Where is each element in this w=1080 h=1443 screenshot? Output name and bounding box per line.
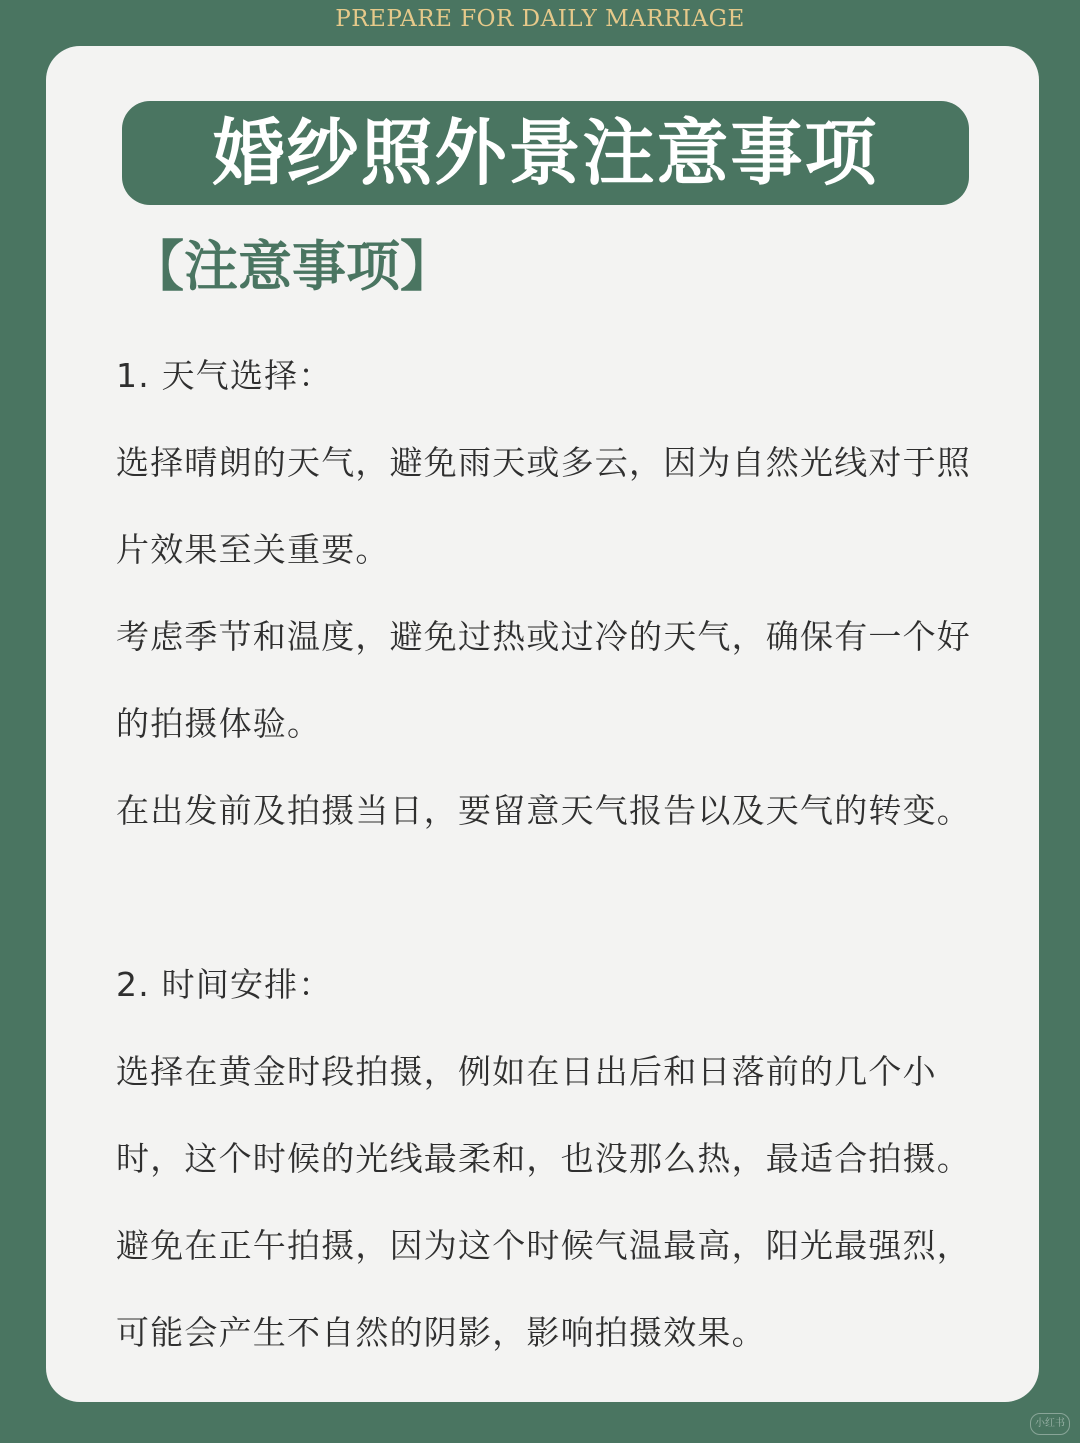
content-body <box>116 332 1016 1376</box>
section-time <box>116 941 1016 1376</box>
title-banner <box>122 101 969 205</box>
page-title: 婚纱照外景注意事项 <box>212 111 879 195</box>
paragraph-line: 片效果至关重要。 <box>116 530 390 569</box>
paragraph-line: 选择在黄金时段拍摄，例如在日出后和日落前的几个小 <box>116 1052 937 1091</box>
section-weather <box>116 332 1016 854</box>
paragraph-line: 的拍摄体验。 <box>116 704 322 743</box>
section-heading: 【注意事项】 <box>130 235 454 298</box>
top-caption: PREPARE FOR DAILY MARRIAGE <box>335 6 745 32</box>
watermark-logo: 小红书 <box>1030 1413 1070 1435</box>
content-card <box>46 46 1039 1402</box>
paragraph-line: 避免在正午拍摄，因为这个时候气温最高，阳光最强烈， <box>116 1226 971 1265</box>
paragraph-line: 时，这个时候的光线最柔和，也没那么热，最适合拍摄。 <box>116 1139 971 1178</box>
paragraph-line: 在出发前及拍摄当日，要留意天气报告以及天气的转变。 <box>116 791 971 830</box>
paragraph-line: 选择晴朗的天气，避免雨天或多云，因为自然光线对于照 <box>116 443 971 482</box>
paragraph-line: 考虑季节和温度，避免过热或过冷的天气，确保有一个好 <box>116 617 971 656</box>
section-weather-heading: 1. 天气选择： <box>116 356 333 395</box>
section-time-heading: 2. 时间安排： <box>116 965 333 1004</box>
section-spacer <box>116 854 1016 941</box>
paragraph-line: 可能会产生不自然的阴影，影响拍摄效果。 <box>116 1313 766 1352</box>
